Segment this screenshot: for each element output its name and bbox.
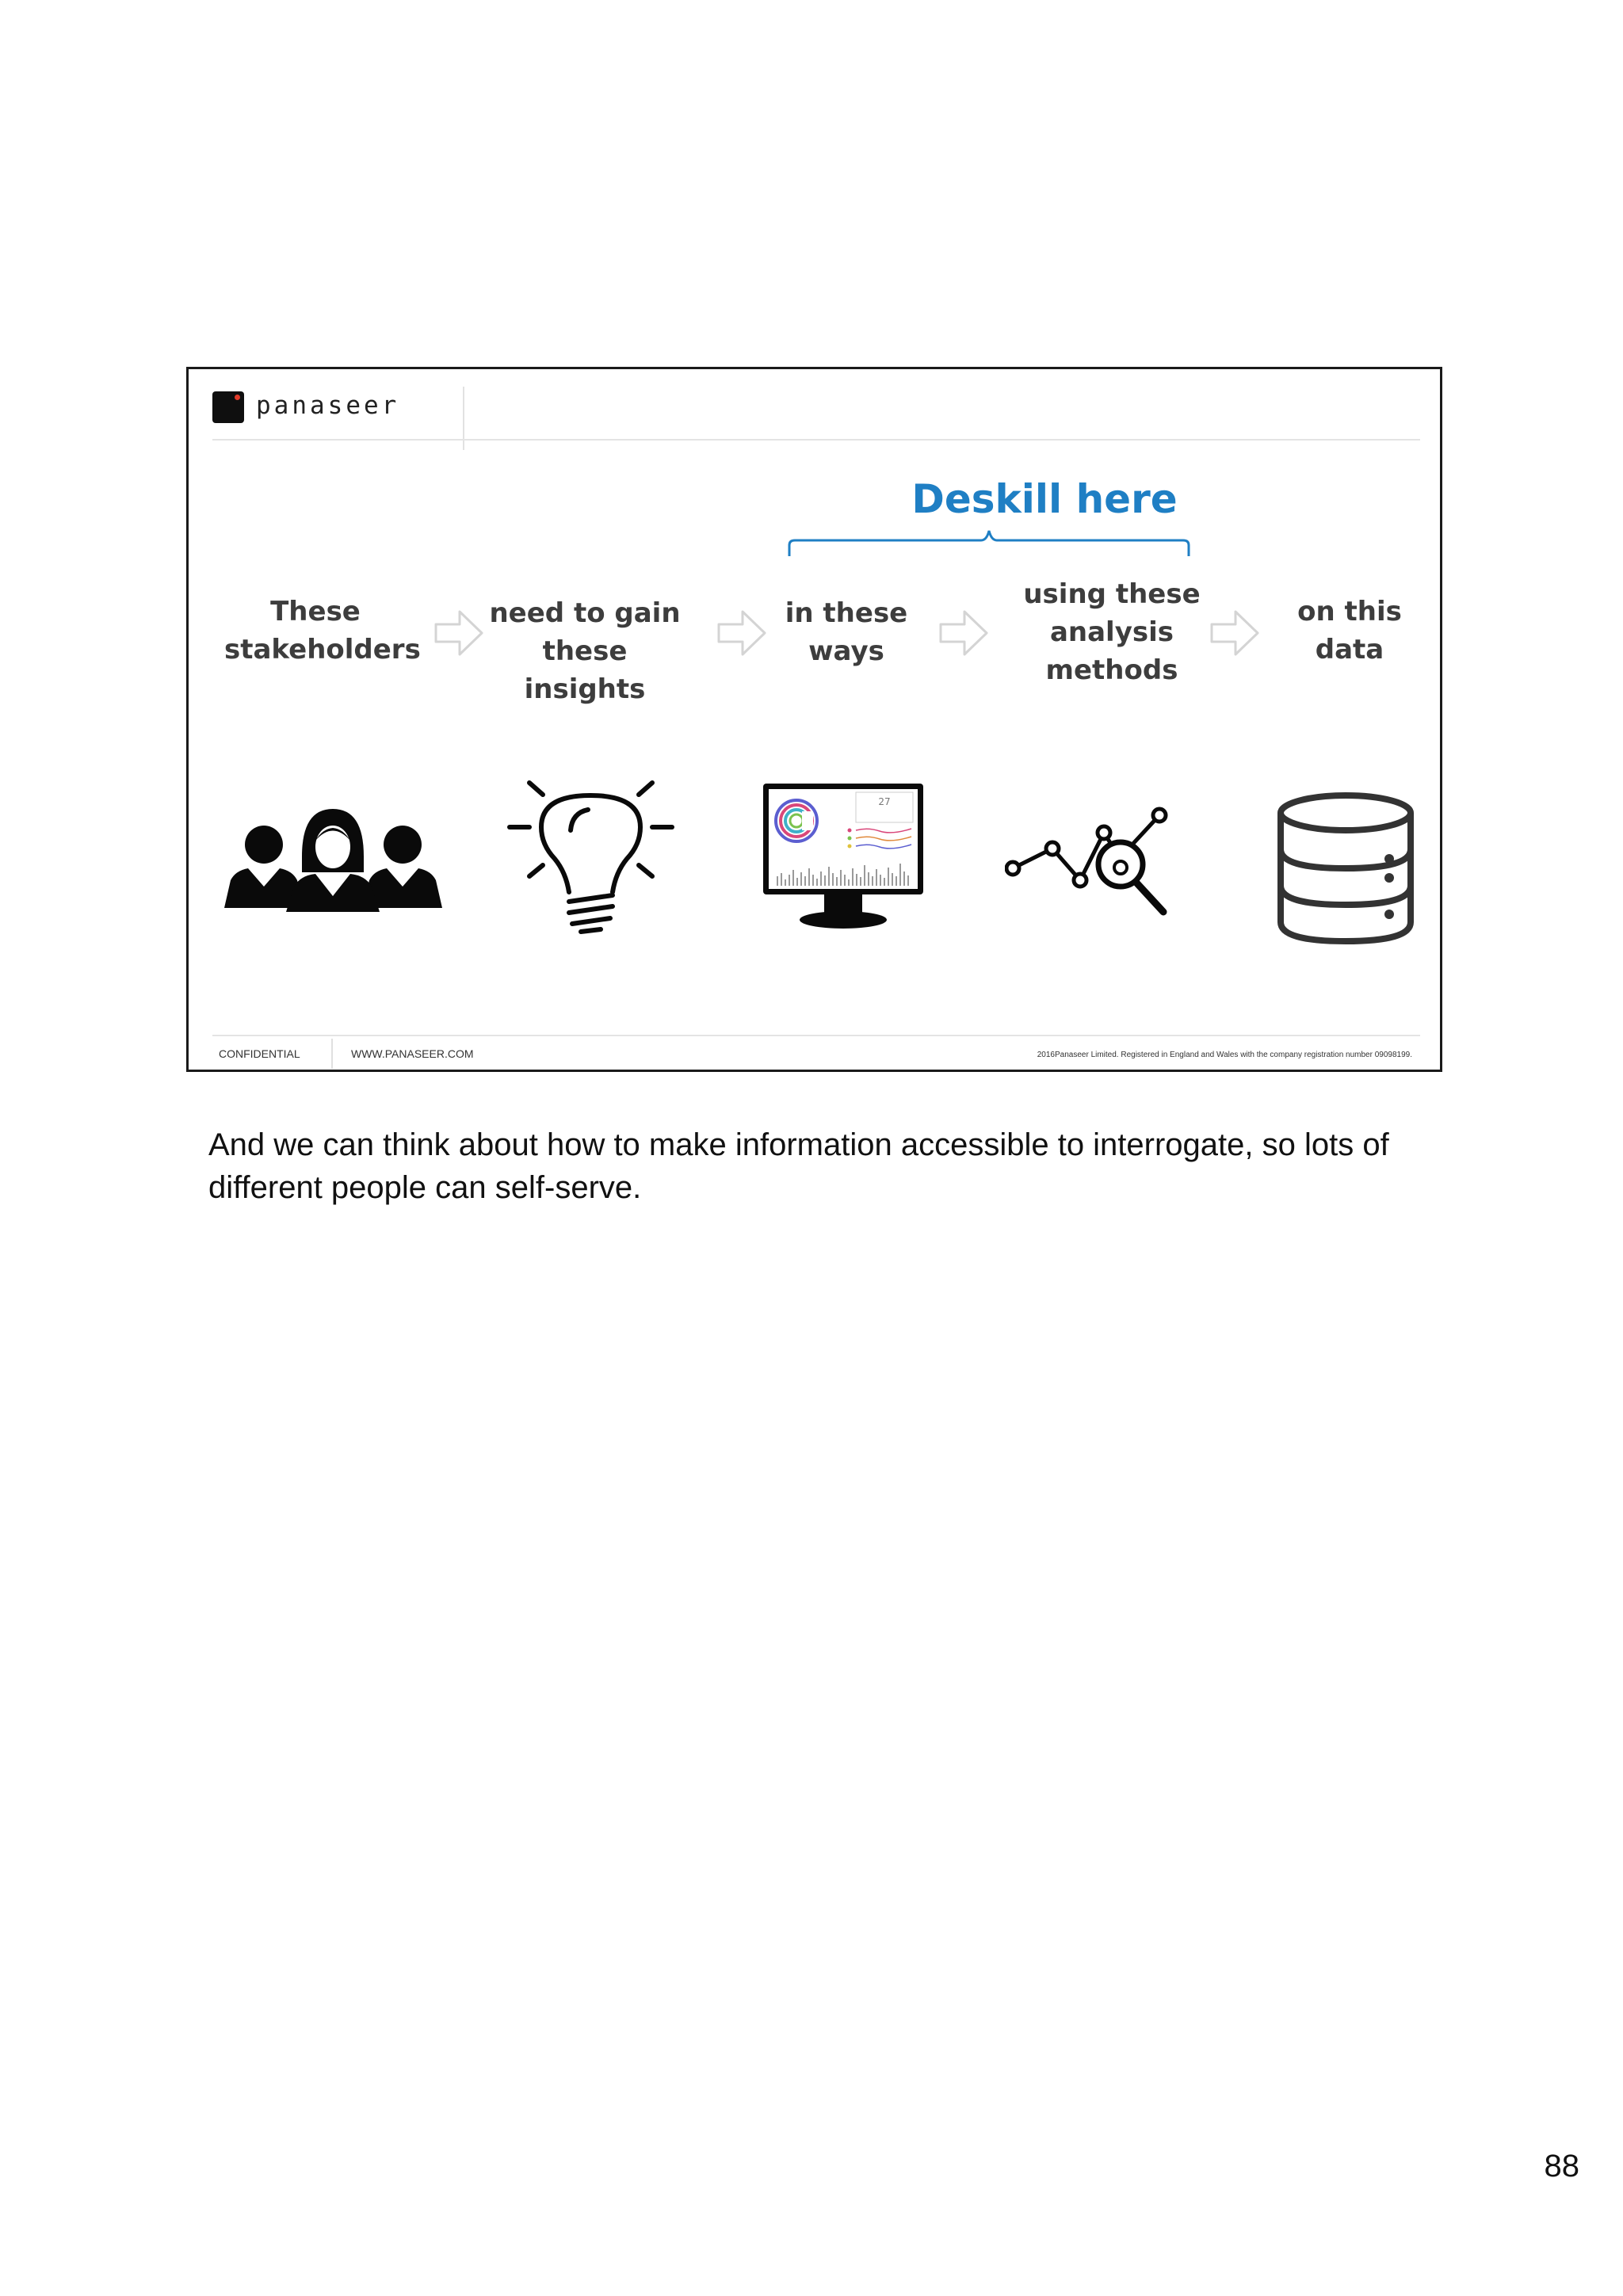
- database-icon: [1274, 789, 1417, 948]
- footer-confidential: CONFIDENTIAL: [219, 1047, 300, 1060]
- arrow-right-icon: [433, 607, 485, 659]
- label-ways: in these ways: [785, 597, 908, 667]
- arrow-right-icon: [938, 607, 990, 659]
- footer-website: WWW.PANASEER.COM: [351, 1047, 474, 1060]
- deskill-heading: Deskill here: [911, 476, 1178, 522]
- arrow-right-icon: [1209, 607, 1261, 659]
- caption-text: And we can think about how to make information accessible to interrogate, so lots of different people can self-serve.: [208, 1127, 1389, 1205]
- logo-mark-icon: [212, 391, 244, 423]
- brand-name: panaseer: [256, 391, 400, 420]
- dashboard-number: 27: [878, 796, 891, 807]
- people-icon: [224, 793, 442, 912]
- header-divider: [212, 439, 1420, 441]
- label-insights: need to gain these insights: [489, 597, 681, 705]
- label-methods: using these analysis methods: [1023, 578, 1201, 686]
- label-data: on this data: [1297, 596, 1402, 666]
- dashboard-monitor-icon: [761, 781, 926, 932]
- footer-copyright: 2016Panaseer Limited. Registered in England and Wales with the company registration number 09098199.: [1037, 1051, 1412, 1059]
- lightbulb-icon: [506, 773, 676, 940]
- footer-separator: [331, 1039, 333, 1069]
- brand-logo: [212, 387, 464, 450]
- analysis-magnifier-icon: [1005, 801, 1191, 916]
- page-number: 88: [1544, 2149, 1579, 2183]
- slide: [186, 367, 1442, 1072]
- brace-icon: [787, 528, 1191, 559]
- footer-divider: [212, 1035, 1420, 1036]
- label-stakeholders: These stakeholders: [224, 596, 421, 666]
- arrow-right-icon: [716, 607, 768, 659]
